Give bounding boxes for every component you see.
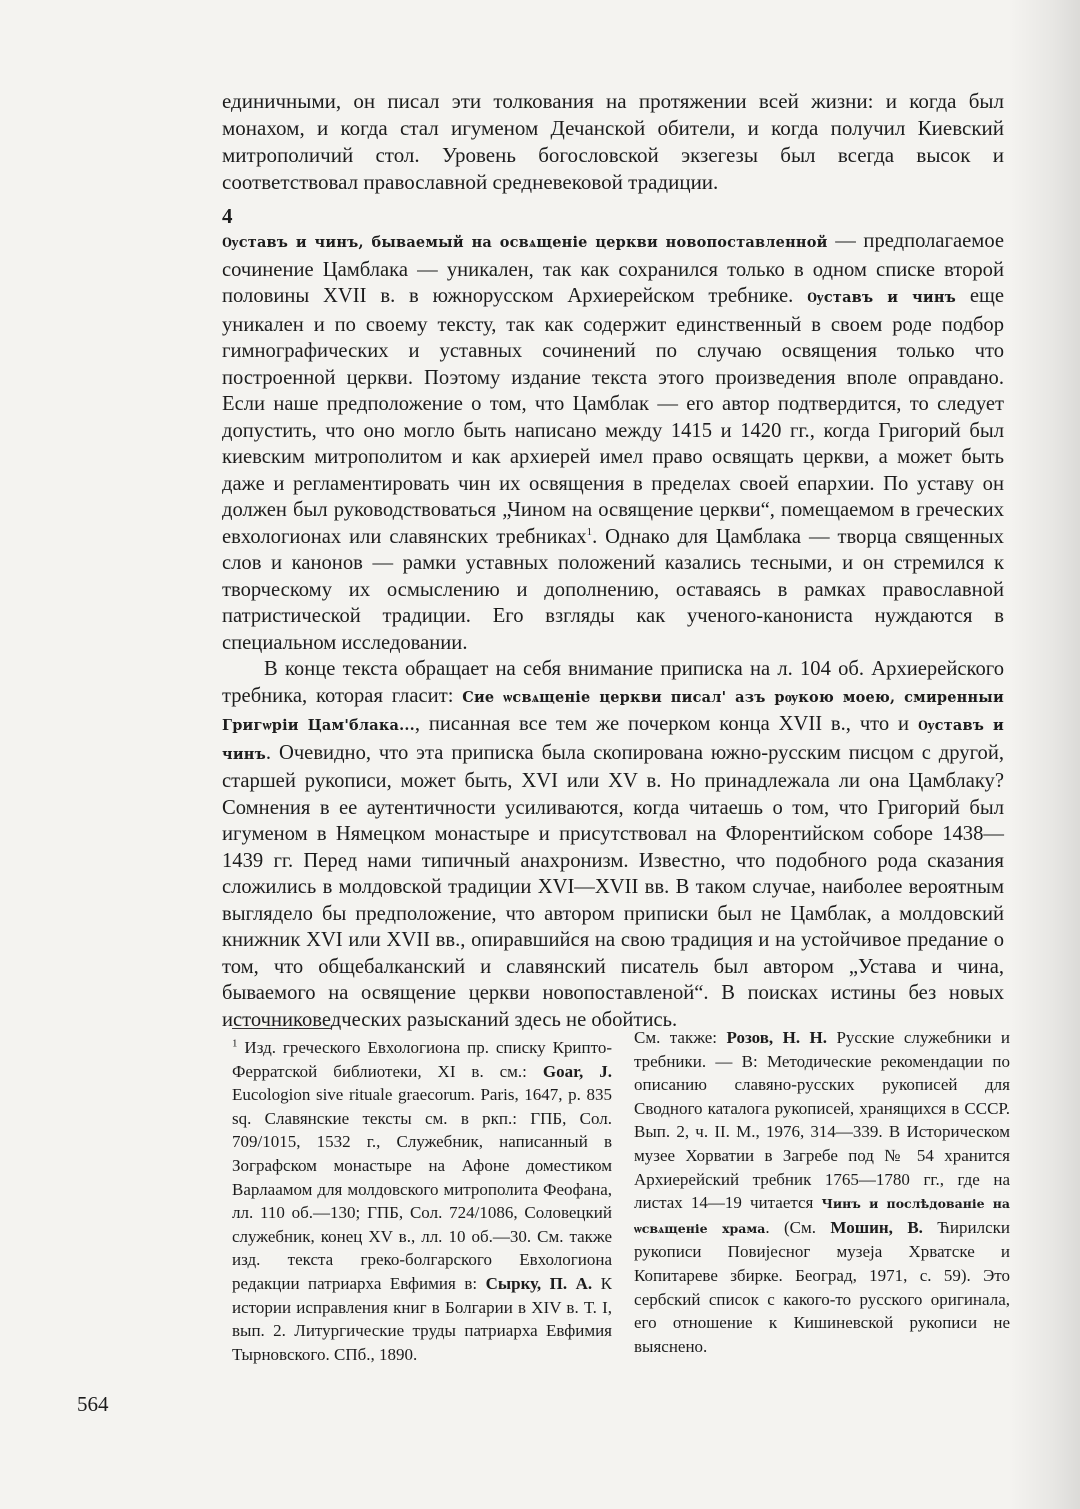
slavonic-title-short: Ѹставъ и чинъ: [807, 289, 956, 306]
top-paragraph-text: единичными, он писал эти толкования на протяжении всей жизни: и когда был монахом, и когда стал игуменом Дечанской обители, и когда получил Киевский митрополичий стол. Уровень богословской экзегезы был всегда высок и соответствовал православной средневековой традиции.: [222, 89, 1004, 194]
main-text: [222, 228, 1004, 1033]
author-goar: Goar, J.: [542, 1061, 612, 1081]
top-paragraph: [222, 88, 1004, 196]
footnote-reference[interactable]: 1: [586, 525, 593, 538]
footnote-right-text: См. также: Розов, Н. Н. Русские служебники и требники. — В: Методические рекомендации по описанию славяно-русских рукописей для Сводного каталога рукописей, хранящихся в СССР. Вып. 2, ч. II. М., 1976, 314—339. В Историческом музее Хорватии в Загребе под № 54 хранится Архиерейский требник 1765—1780 гг., где на листах 14—19 читается Чинъ и послѣдованіе на ѡсвѧщеніе храма. (См. Мошин, В. Ћирилски рукописи Повијесног музеја Хрватске и Копитареве збирке. Београд, 1971, с. 59). Это сербский список с какого-то русского оригинала, его отношение к Кишиневской рукописи не выяснено.: [634, 1028, 1010, 1356]
footnote-left-column: [232, 1036, 612, 1366]
footnote-left-text: $^1$ Изд. греческого Евхологиона пр. списку Крипто-Ферратской библиотеки, XI в. см.: Goar, J. Eucologion sive rituale graecorum. Paris, 1647, p. 835 sq. Славянские тексты см. в ркп.: ГПБ, Сол. 709/1015, 1532 г., Служебник, написанный в Зографском монастыре на Афоне доместиком Варлаамом для молдовского митрополита Феофана, лл. 110 об.—130; ГПБ, Сол. 724/1086, Соловецкий служебник, конец XV в., лл. 10 об.—30. См. также изд. текста греко-болгарского Евхологиона редакции патриарха Евфимия в: Сырку, П. А. К истории исправления книг в Болгарии в XIV в. Т. I, вып. 2. Литургические труды патриарха Евфимия Тырновского. СПб., 1890.: [232, 1037, 612, 1364]
page-edge-shadow: [1010, 0, 1080, 1509]
author-syrku: Сырку, П. А.: [485, 1273, 593, 1293]
paragraph-2: В конце текста обращает на себя внимание приписка на л. 104 об. Архиерейского требника, которая гласит: Сие ѡсвѧщеніе церкви писал' азъ рѹкою моею, смиренныи Григѡріи Цам'блака..., писанная все тем же почерком конца XVII в., что и Ѹставъ и чинъ. Очевидно, что эта приписка была скопирована южно-русским писцом с другой, старшей рукописи, может быть, XVI или XV в. Но принадлежала ли она Цамблаку? Сомнения в ее аутентичности усиливаются, когда читаешь о том, что Григорий был игуменом в Нямецком монастыре и присутствовал на Флорентийском соборе 1438—1439 гг. Перед нами типичный анахронизм. Известно, что подобного рода сказания сложились в молдовской традиции XVI—XVII вв. В таком случае, наиболее вероятным выглядело бы предположение, что автором приписки был не Цамблак, а молдовский книжник XVI или XVII вв., опиравшийся на свою традиция и на устойчивое предание о том, что общебалканский и славянский писатель был автором „Устава и чина, бываемого на освящение церкви новопоставленой“. В поисках истины без новых источниковедческих разысканий здесь не обойтись.: [222, 658, 1005, 1031]
author-moshin: Мошин, В.: [830, 1217, 923, 1237]
footnote-right-column: [634, 1026, 1010, 1358]
slavonic-title-short-2: Ѹставъ и чинъ: [222, 717, 1005, 763]
slavonic-quote: Сие ѡсвѧщеніе церкви писал' азъ рѹкою моею, смиренныи Григѡріи Цам'блака...: [222, 688, 1004, 734]
footnote-marker: 1: [232, 1037, 238, 1050]
slavonic-title: Ѹставъ и чинъ, бываемый на освѧщеніе церкви новопоставленной: [222, 234, 828, 251]
paragraph-1: Ѹставъ и чинъ, бываемый на освѧщеніе церкви новопоставленной — предполагаемое сочинение Цамблака — уникален, так как сохранился только в одном списке второй половины XVII в. в южнорусском Архиерейском требнике. Ѹставъ и чинъ еще уникален и по своему тексту, так как содержит единственный в своем роде подбор гимнографических и уставных сочинений по случаю освящения только что построенной церкви. Поэтому издание текста этого произведения вполе оправдано. Если наше предположение о том, что Цамблак — его автор подтвердится, то следует допустить, что оно могло быть написано между 1415 и 1420 гг., когда Григорий был киевским митрополитом и как архиерей имел право освящать церкви, а может быть даже и регламентировать чин их освящения в пределах своей епархии. По уставу он должен был руководствоваться „Чином на освящение церкви“, помещаемом в греческих евхологионах или славянских требниках$^1$. Однако для Цамблака — творца священных слов и канонов — рамки уставных положений казались тесными, и он стремился к творческому их осмыслению и дополнению, оставаясь в рамках православной патристической традиции. Его взгляды как ученого-канониста нуждаются в специальном исследовании.: [222, 230, 1005, 654]
slavonic-citation: Чинъ и послѣдованіе на ѡсвѧщеніе храма: [634, 1196, 1010, 1236]
page-number: 564: [77, 1392, 109, 1416]
footnote-divider: [232, 1028, 332, 1029]
section-number: 4: [222, 204, 233, 228]
author-rozov: Розов, Н. Н.: [726, 1028, 828, 1047]
